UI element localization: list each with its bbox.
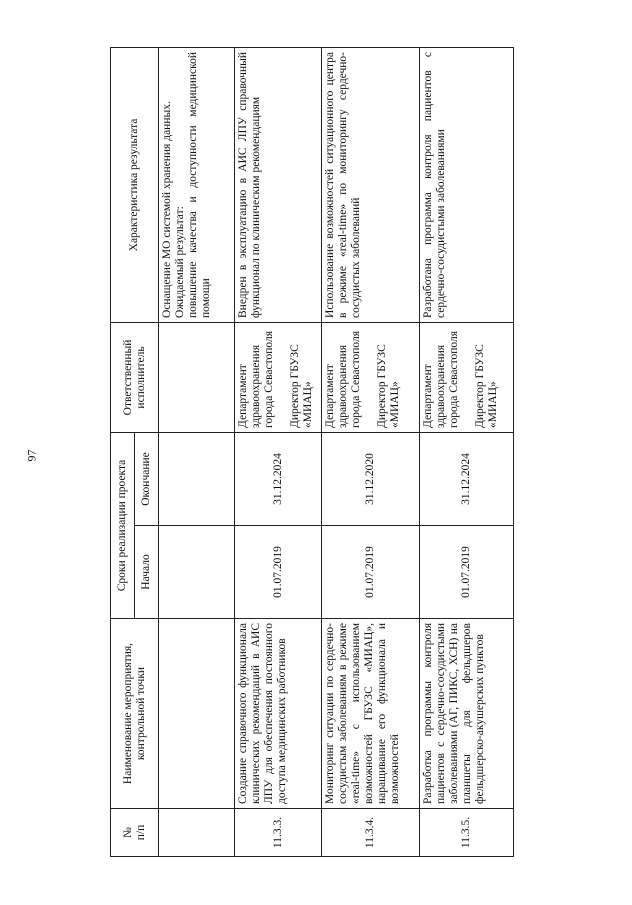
result-line: повышение качества и доступности медицинской помощи	[187, 51, 212, 318]
row-result	[322, 47, 419, 322]
responsible-line: Департамент здравоохранения города Севастополя	[324, 330, 363, 428]
row-name: Создание справочного функционала клинических рекомендаций в АИС ЛПУ для обеспечения постоянного доступа медицинских работников	[235, 619, 322, 809]
row-result	[419, 47, 513, 322]
table-row	[322, 47, 419, 856]
responsible-line	[276, 327, 289, 428]
header-responsible: Ответственный исполнитель	[111, 322, 159, 432]
row-end-date: 31.12.2024	[235, 432, 322, 525]
row-result	[159, 47, 235, 322]
row-number	[159, 809, 235, 857]
row-number: 11.3.4.	[322, 809, 419, 857]
row-start-date: 01.07.2019	[235, 526, 322, 619]
rotated-table-sheet	[110, 48, 514, 857]
result-line: Использование возможностей ситуационного центра в режиме «real-time» по мониторингу сердечно-сосудистых заболеваний	[324, 51, 363, 318]
activity-table	[110, 47, 514, 857]
result-line: Разработана программа контроля пациентов с сердечно-сосудистыми заболеваниями	[421, 51, 447, 318]
page-number: 97	[24, 449, 39, 462]
header-start: Начало	[135, 526, 159, 619]
result-line: Ожидаемый результат:	[174, 206, 186, 318]
row-responsible	[322, 322, 419, 432]
row-responsible	[419, 322, 513, 432]
responsible-line: Департамент здравоохранения города Севастополя	[421, 330, 460, 428]
row-end-date: 31.12.2024	[419, 432, 513, 525]
row-name	[159, 619, 235, 809]
row-name: Разработка программы контроля пациентов с сердечно-сосудистыми заболеваниями (АГ, ПИКС, ХСН) на планшеты для фельдшеров фельдшерско-акушерских пунктов	[419, 619, 513, 809]
row-end-date	[159, 432, 235, 525]
row-start-date: 01.07.2019	[419, 526, 513, 619]
responsible-line	[461, 327, 474, 428]
responsible-line: Директор ГБУЗС «МИАЦ»	[376, 344, 402, 428]
header-end: Окончание	[135, 432, 159, 525]
header-result: Характеристика результата	[111, 47, 159, 322]
row-responsible	[235, 322, 322, 432]
row-start-date: 01.07.2019	[322, 526, 419, 619]
row-start-date	[159, 526, 235, 619]
page-number-wrap	[0, 448, 60, 460]
row-number: 11.3.5.	[419, 809, 513, 857]
header-number: № п/п	[111, 809, 159, 857]
row-name: Мониторинг ситуации по сердечно-сосудистым заболеваниям в режиме «real-time» с использованием возможностей ГБУЗС «МИАЦ», наращивание его функционала и возможностей	[322, 619, 419, 809]
table-row	[235, 47, 322, 856]
result-line: Оснащение МО системой хранения данных.	[161, 101, 173, 318]
result-line: Внедрен в эксплуатацию в АИС ЛПУ справочный функционал по клиническим рекомендациям	[237, 51, 263, 318]
row-responsible	[159, 322, 235, 432]
responsible-line: Директор ГБУЗС «МИАЦ»	[473, 344, 499, 428]
row-number: 11.3.3.	[235, 809, 322, 857]
rotated-table-container	[110, 48, 514, 857]
header-name: Наименование мероприятия, контрольной точки	[111, 619, 159, 809]
row-result	[235, 47, 322, 322]
header-terms: Сроки реализации проекта	[111, 432, 135, 618]
responsible-line: Департамент здравоохранения города Севастополя	[237, 330, 276, 428]
table-row	[419, 47, 513, 856]
responsible-line	[363, 327, 376, 428]
responsible-line: Директор ГБУЗС «МИАЦ»	[289, 344, 315, 428]
table-body	[159, 47, 514, 856]
row-end-date: 31.12.2020	[322, 432, 419, 525]
table-row	[159, 47, 235, 856]
